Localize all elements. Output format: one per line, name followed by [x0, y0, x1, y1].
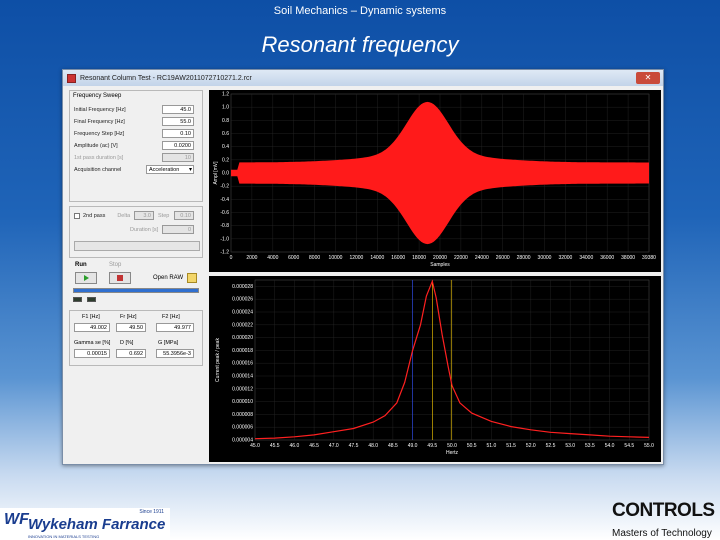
freq-xtick-label: 45.0	[250, 443, 260, 449]
time-xtick-label: 30000	[537, 255, 552, 261]
fr-value: 49.50	[116, 323, 146, 332]
freq-ytick-label: 0.000016	[232, 360, 253, 367]
g-label: G [MPa]	[158, 340, 179, 346]
duration-label: Duration [s]	[130, 227, 159, 233]
time-xtick-label: 10000	[328, 255, 343, 261]
freq-ytick-label: 0.000014	[232, 373, 253, 380]
time-xtick-label: 39380	[642, 255, 656, 261]
time-xtick-label: 38000	[621, 255, 636, 261]
play-icon	[84, 275, 89, 281]
freq-xtick-label: 54.0	[604, 443, 615, 449]
time-ytick-label: -0.8	[220, 223, 229, 230]
f1-label: F1 [Hz]	[82, 314, 100, 320]
freq-xtick-label: 51.0	[486, 443, 497, 449]
freq-xtick-label: 47.0	[328, 443, 339, 449]
slide-title: Resonant frequency	[261, 32, 459, 57]
time-ytick-label: 0.8	[222, 117, 229, 124]
time-xtick-label: 18000	[412, 255, 427, 261]
freq-xtick-label: 48.5	[388, 443, 398, 449]
freq-xtick-label: 46.0	[289, 443, 300, 449]
time-signal-plot	[209, 90, 661, 272]
time-xtick-label: 26000	[495, 255, 510, 261]
gamma-value: 0.00015	[74, 349, 110, 358]
second-pass-group	[69, 206, 203, 258]
frequency-response-svg	[209, 276, 661, 462]
resonant-column-window	[62, 69, 664, 465]
frequency-step-label: Frequency Step [Hz]	[74, 131, 125, 137]
freq-xtick-label: 47.5	[348, 443, 359, 449]
time-ytick-label: -1.2	[220, 249, 229, 256]
freq-xtick-label: 49.5	[427, 443, 438, 449]
freq-ylabel: Current peak / peak	[215, 338, 221, 382]
controls-slogan: Masters of Technology	[612, 528, 712, 539]
time-xtick-label: 20000	[433, 255, 447, 261]
f2-value: 49.977	[156, 323, 194, 332]
freq-ytick-label: 0.000018	[232, 347, 253, 354]
left-panel	[69, 90, 203, 460]
run-button[interactable]	[75, 272, 97, 284]
run-label: Run	[75, 262, 87, 268]
time-ytick-label: 0.6	[222, 131, 229, 137]
d-value: 0.692	[116, 349, 146, 358]
freq-ytick-label: 0.000022	[232, 322, 253, 329]
time-xtick-label: 4000	[267, 255, 279, 261]
time-xtick-label: 28000	[516, 255, 531, 261]
time-xtick-label: 34000	[579, 255, 594, 261]
freq-xtick-label: 52.5	[545, 443, 556, 449]
f2-label: F2 [Hz]	[162, 314, 180, 320]
time-xtick-label: 32000	[558, 255, 573, 261]
progress-bar	[73, 288, 199, 293]
freq-ytick-label: 0.000024	[232, 309, 253, 316]
freq-xlabel: Hertz	[446, 450, 458, 456]
freq-xtick-label: 51.5	[506, 443, 516, 449]
wykeham-farrance-logo	[0, 508, 170, 540]
duration-field[interactable]: 0	[162, 225, 194, 234]
frequency-sweep-title: Frequency Sweep	[73, 93, 122, 99]
freq-ytick-label: 0.000008	[232, 411, 253, 418]
time-xtick-label: 16000	[391, 255, 406, 261]
acquisition-row	[74, 165, 121, 175]
freq-xtick-label: 45.5	[269, 443, 280, 449]
controls-logo	[612, 500, 720, 540]
f1-value: 49.002	[74, 323, 110, 332]
window-titlebar[interactable]	[63, 70, 663, 86]
stop-label: Stop	[109, 262, 122, 268]
time-ytick-label: 1.2	[222, 91, 229, 98]
time-ytick-label: -1.0	[220, 236, 229, 243]
first-pass-duration-row	[74, 153, 123, 163]
initial-frequency-field[interactable]: 45.0	[162, 105, 194, 114]
amplitude-label: Amplitude (ac) [V]	[74, 143, 118, 149]
time-xtick-label: 2000	[246, 255, 258, 261]
frequency-step-row	[74, 129, 124, 139]
first-pass-duration-label: 1st pass duration [s]	[74, 155, 124, 161]
acquisition-value: Acceleration	[149, 167, 180, 173]
status-bar	[74, 241, 200, 251]
window-title: Resonant Column Test - RC19AW2011072710271.2.rcr	[80, 74, 252, 82]
amplitude-field[interactable]: 0.0200	[162, 141, 194, 150]
time-ylabel: Ampl [mV]	[213, 161, 219, 185]
time-xlabel: Samples	[430, 262, 450, 268]
wf-name: Wykeham Farrance	[28, 516, 166, 533]
controls-brand: CONTROLS	[612, 500, 715, 521]
freq-xtick-label: 54.5	[624, 443, 635, 449]
acquisition-label: Acquisition channel	[74, 167, 122, 173]
freq-xtick-label: 48.0	[368, 443, 379, 449]
time-xtick-label: 12000	[349, 255, 364, 261]
g-value: 55.3956e-3	[156, 349, 194, 358]
frequency-step-field[interactable]: 0.10	[162, 129, 194, 138]
gamma-label: Gamma se [%]	[74, 340, 111, 346]
time-xtick-label: 24000	[474, 255, 489, 261]
frequency-response-plot	[209, 276, 661, 462]
time-xtick-label: 36000	[600, 255, 615, 261]
final-frequency-field[interactable]: 55.0	[162, 117, 194, 126]
freq-xtick-label: 49.0	[407, 443, 418, 449]
step-row	[158, 211, 169, 221]
slide-header: Soil Mechanics – Dynamic systems	[273, 5, 447, 17]
dropdown-arrow-icon: ▾	[188, 167, 192, 173]
progress-fill	[74, 289, 198, 292]
time-signal-svg	[209, 90, 661, 272]
initial-frequency-label: Initial Frequency [Hz]	[74, 107, 126, 113]
run-controls	[69, 262, 203, 302]
freq-xtick-label: 55.0	[644, 443, 654, 449]
freq-xtick-label: 46.5	[309, 443, 319, 449]
time-ytick-label: 0.0	[222, 170, 229, 177]
final-frequency-label: Final Frequency [Hz]	[74, 119, 125, 125]
freq-xtick-label: 53.0	[565, 443, 576, 449]
fr-label: Fr [Hz]	[120, 314, 137, 320]
close-button[interactable]: ✕	[636, 72, 660, 84]
first-pass-duration-field[interactable]: 10	[162, 153, 194, 162]
time-xtick-label: 6000	[288, 255, 300, 261]
time-xtick-label: 22000	[453, 255, 468, 261]
freq-ytick-label: 0.000020	[232, 335, 253, 342]
freq-ytick-label: 0.000010	[232, 399, 253, 406]
app-icon	[67, 74, 76, 83]
time-ytick-label: 0.2	[222, 157, 229, 164]
amplitude-row	[74, 141, 118, 151]
time-ytick-label: -0.4	[220, 196, 229, 203]
final-frequency-row	[74, 117, 125, 127]
status-led-1	[73, 297, 82, 302]
freq-xtick-label: 50.5	[466, 443, 477, 449]
freq-ytick-label: 0.000012	[232, 386, 253, 393]
wf-tagline: INNOVATION IN MATERIALS TESTING	[28, 534, 100, 539]
second-pass-label: 2nd pass	[83, 213, 106, 219]
time-ytick-label: -0.2	[220, 183, 229, 190]
time-xtick-label: 14000	[370, 255, 385, 261]
wf-since: Since 1911	[139, 509, 164, 515]
open-raw-label: Open RAW	[153, 275, 184, 281]
acquisition-select[interactable]	[146, 165, 194, 174]
stop-button[interactable]	[109, 272, 131, 284]
time-xtick-label: 8000	[309, 255, 321, 261]
frequency-sweep-group	[69, 90, 203, 202]
freq-xtick-label: 52.0	[525, 443, 536, 449]
wf-mark: WF	[4, 511, 29, 528]
time-xtick-label: 0	[229, 255, 233, 261]
time-ytick-label: 0.4	[222, 144, 229, 151]
freq-ytick-label: 0.000028	[232, 283, 253, 290]
d-label: D [%]	[120, 340, 134, 346]
freq-ytick-label: 0.000004	[232, 437, 253, 444]
time-ytick-label: 1.0	[222, 104, 229, 111]
step-field[interactable]: 0.10	[174, 211, 194, 220]
duration-row	[130, 225, 158, 235]
time-ytick-label: -0.6	[220, 210, 229, 216]
folder-icon[interactable]	[187, 273, 197, 283]
freq-xtick-label: 53.5	[585, 443, 595, 449]
delta-field[interactable]: 3.0	[134, 211, 154, 220]
freq-ytick-label: 0.000006	[232, 424, 253, 431]
results-group	[69, 310, 203, 366]
step-label: Step	[158, 213, 170, 219]
stop-icon	[117, 275, 123, 281]
second-pass-checkbox[interactable]	[74, 213, 80, 219]
status-led-2	[87, 297, 96, 302]
delta-label: Delta	[117, 213, 131, 219]
freq-ytick-label: 0.000026	[232, 296, 253, 303]
freq-xtick-label: 50.0	[447, 443, 457, 449]
second-pass-row	[74, 211, 130, 221]
